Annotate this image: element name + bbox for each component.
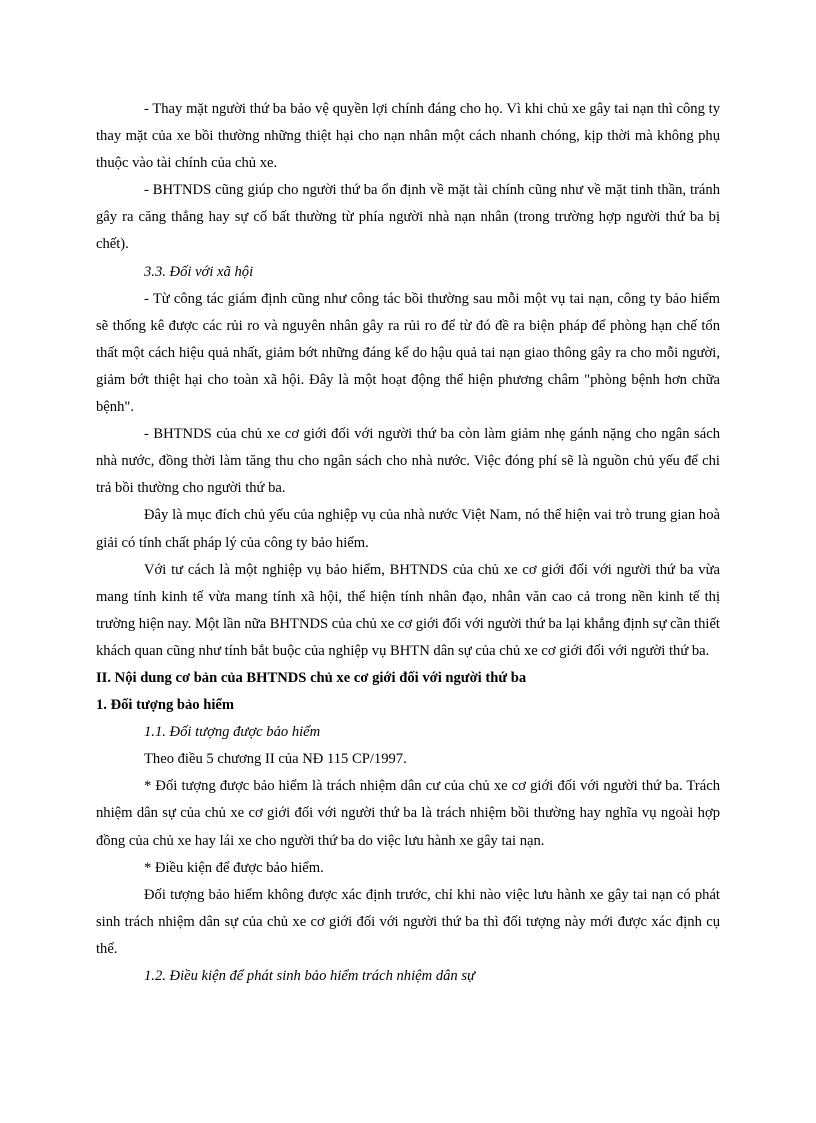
document-page [96, 96, 720, 990]
heading-section-ii: II. Nội dung cơ bản của BHTNDS chủ xe cơ giới đối với người thứ ba [96, 669, 527, 686]
paragraph-budget: - BHTNDS của chủ xe cơ giới đối với người thứ ba còn làm giảm nhẹ gánh nặng cho ngân sách nhà nước, đồng thời làm tăng thu cho ngân sách cho nhà nước. Việc đóng phí sẽ là nguồn chủ yếu để chi trả bồi thường cho người thứ ba. [96, 426, 720, 497]
paragraph-decree-reference: Theo điều 5 chương II của NĐ 115 CP/1997. [144, 751, 407, 768]
heading-insured-object: 1. Đối tượng bảo hiểm [96, 697, 235, 714]
subheading-society: 3.3. Đối với xã hội [144, 263, 254, 280]
paragraph-not-predetermined: Đối tượng bảo hiểm không được xác định trước, chỉ khi nào việc lưu hành xe gây tai nạn có phát sinh trách nhiệm dân sự của chủ xe cơ giới đối với người thứ ba thì đối tượng này mới được xác định cụ thể. [96, 886, 720, 957]
paragraph-purpose: Đây là mục đích chủ yếu của nghiệp vụ của nhà nước Việt Nam, nó thể hiện vai trò trung gian hoà giải có tính chất pháp lý của công ty bảo hiểm. [96, 507, 720, 551]
paragraph-representation: - Thay mặt người thứ ba bảo vệ quyền lợi chính đáng cho họ. Vì khi chủ xe gây tai nạn thì công ty thay mặt của xe bồi thường những thiệt hại cho nạn nhân một cách nhanh chóng, kịp thời mà không phụ thuộc vào tài chính của chủ xe. [96, 101, 720, 172]
paragraph-civil-liability: * Đối tượng được bảo hiểm là trách nhiệm dân cư của chủ xe cơ giới đối với người thứ ba. Trách nhiệm dân sự của chủ xe cơ giới đối với người thứ ba là trách nhiệm bồi thường hay nghĩa vụ ngoài hợp đồng của chủ xe hay lái xe cho người thứ ba do việc lưu hành xe gây tai nạn. [96, 778, 720, 849]
subheading-insured-object: 1.1. Đối tượng được bảo hiểm [144, 724, 321, 741]
paragraph-insurance-role: Với tư cách là một nghiệp vụ bảo hiểm, BHTNDS của chủ xe cơ giới đối với người thứ ba vừa mang tính kinh tế vừa mang tính xã hội, thể hiện tính nhân đạo, nhân văn cao cả trong nền kinh tế thị trường hiện nay. Một lần nữa BHTNDS của chủ xe cơ giới đối với người thứ ba lại khẳng định sự cần thiết khách quan cũng như tính bắt buộc của nghiệp vụ BHTN dân sự của chủ xe cơ giới đối với người thứ ba. [96, 561, 720, 659]
subheading-liability-conditions: 1.2. Điều kiện để phát sinh bảo hiểm trách nhiệm dân sự [144, 968, 476, 984]
paragraph-conditions: * Điều kiện để được bảo hiểm. [144, 859, 324, 876]
paragraph-financial-stability: - BHTNDS cũng giúp cho người thứ ba ổn định về mặt tài chính cũng như về mặt tinh thần, tránh gây ra căng thẳng hay sự cố bất thường từ phía người nhà nạn nhân (trong trường hợp người thứ ba bị chết). [96, 182, 720, 253]
paragraph-assessment: - Từ công tác giám định cũng như công tác bồi thường sau mỗi một vụ tai nạn, công ty bảo hiểm sẽ thống kê được các rủi ro và nguyên nhân gây ra rủi ro để từ đó đề ra biện pháp để phòng hạn chế tổn thất một cách hiệu quả nhất, giảm bớt những đáng kể do hậu quả tai nạn giao thông gây ra cho mỗi người, giảm bớt thiệt hại cho toàn xã hội. Đây là một hoạt động thể hiện phương châm "phòng bệnh hơn chữa bệnh". [96, 290, 720, 416]
